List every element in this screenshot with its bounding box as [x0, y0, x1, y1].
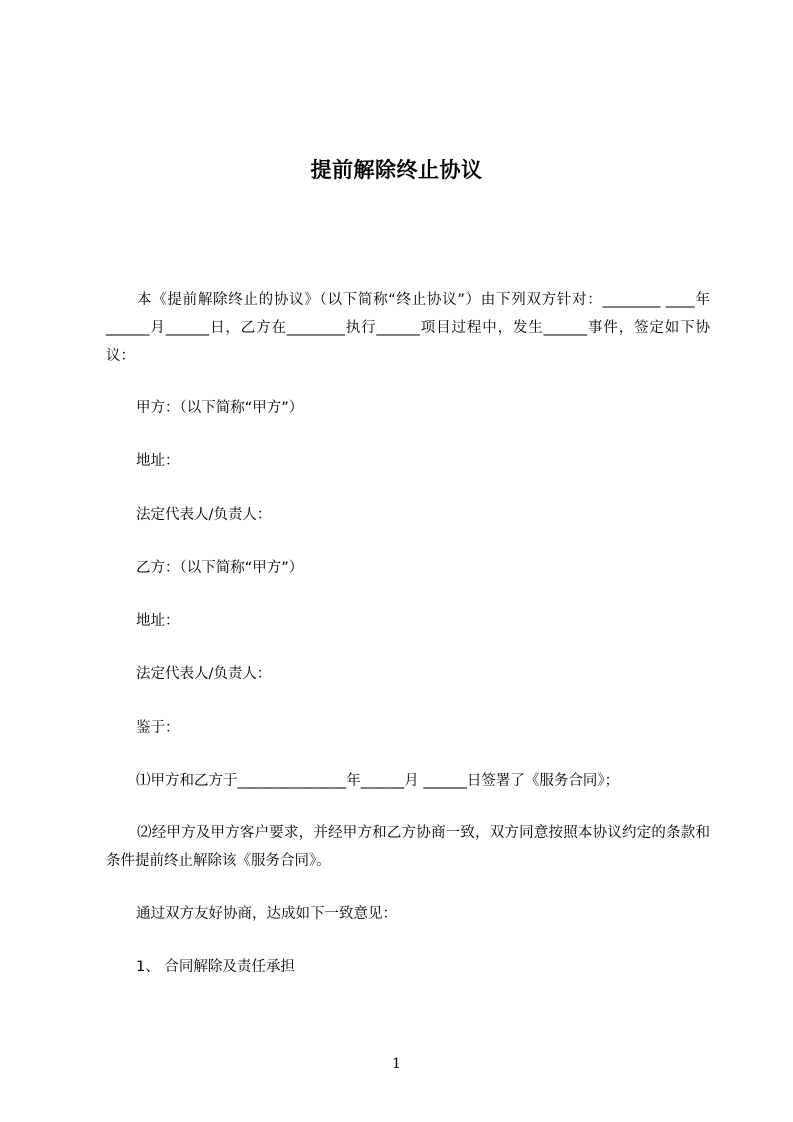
party-a-address: 地址：	[136, 453, 180, 469]
consensus-line: 通过双方友好协商，达成如下一致意见：	[136, 906, 397, 922]
intro-paragraph: 本《提前解除终止的协议》（以下简称“终止协议”）由下列双方针对：________ ____年______月______日，乙方在________执行______项目过程中，发生______事件，签定如下协议：	[106, 292, 710, 364]
party-b-address: 地址：	[136, 613, 180, 629]
whereas-label: 鉴于：	[136, 720, 180, 736]
document-title: 提前解除终止协议	[310, 158, 483, 183]
party-b-representative: 法定代表人/负责人：	[136, 666, 272, 682]
party-a-line: 甲方：（以下简称“甲方”）	[136, 400, 304, 416]
page-number: 1	[392, 1056, 401, 1072]
section-1-heading: 1、 合同解除及责任承担	[136, 959, 295, 975]
clause-2: ⑵经甲方及甲方客户要求，并经甲方和乙方协商一致，双方同意按照本协议约定的条款和条件提前终止解除该《服务合同》。	[106, 825, 710, 869]
party-a-representative: 法定代表人/负责人：	[136, 507, 272, 523]
clause-1: ⑴甲方和乙方于_______________年______月 ______日签署了《服务合同》；	[136, 773, 620, 789]
party-b-line: 乙方：（以下简称“甲方”）	[136, 560, 304, 576]
